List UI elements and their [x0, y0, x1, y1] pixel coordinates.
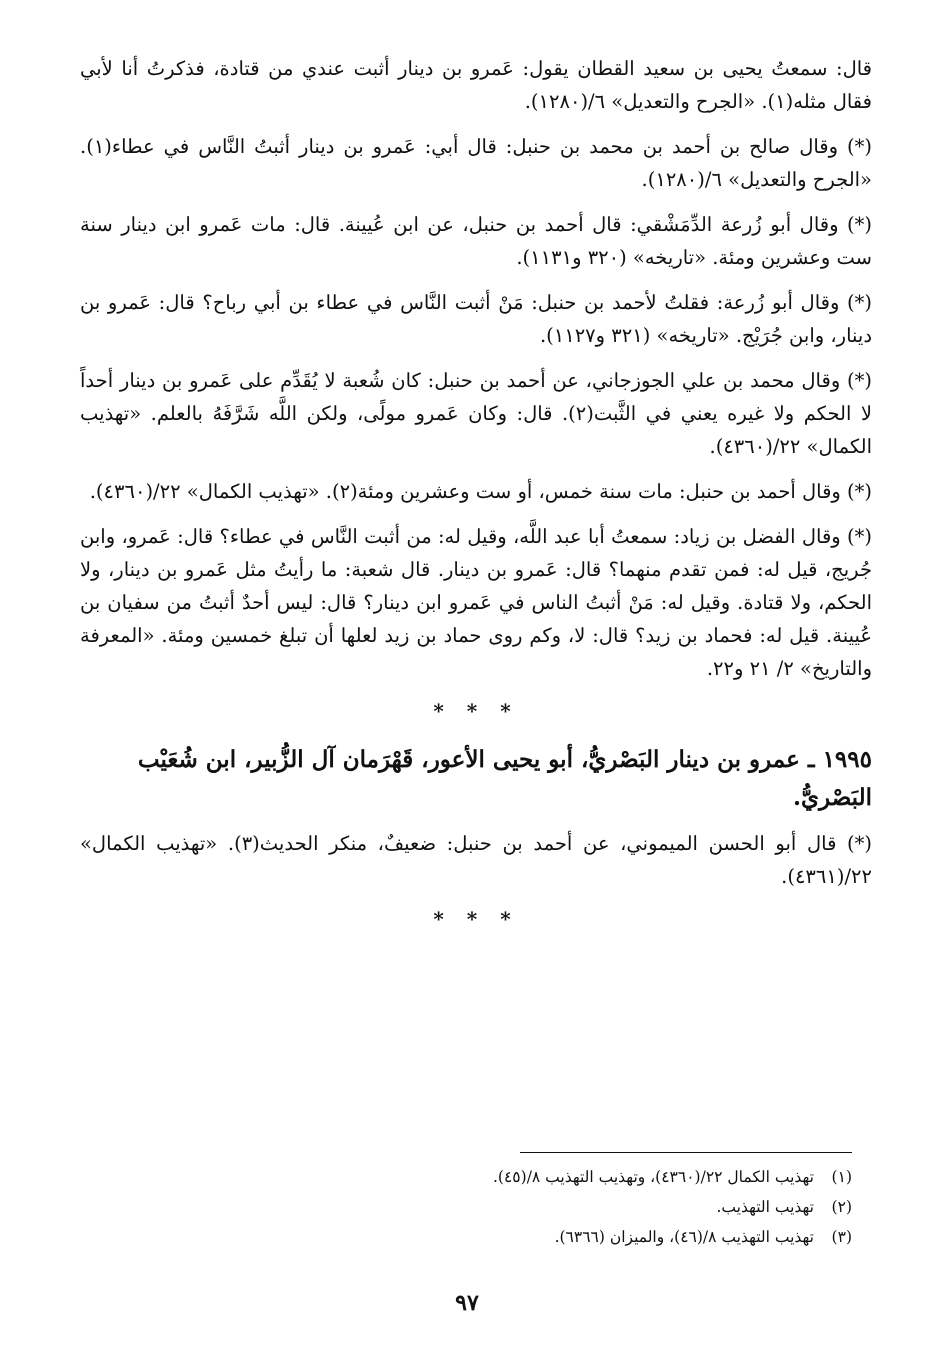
- footnote-text: تهذيب التهذيب.: [716, 1198, 814, 1216]
- footnote-number: (٣): [831, 1228, 852, 1246]
- section-separator-2: * * *: [433, 907, 519, 931]
- footnote-text: تهذيب التهذيب ٨/(٤٦)، والميزان (٦٣٦٦).: [554, 1228, 814, 1246]
- section-separator: * * *: [433, 699, 519, 723]
- paragraph-6: (*) وقال أحمد بن حنبل: مات سنة خمس، أو ست وعشرين ومئة(٢). «تهذيب الكمال» ٢٢/(٤٣٦٠).: [89, 480, 872, 503]
- paragraph-1: قال: سمعتُ يحيى بن سعيد القطان يقول: عَمرو بن دينار أثبت عندي من قتادة، فذكرتُ أنا لأبي فقال مثله(١). «الجرح والتعديل» ٦/(١٢٨٠).: [80, 57, 872, 113]
- footnote-number: (١): [831, 1168, 852, 1186]
- footnote-3: [80, 1222, 852, 1252]
- entry-title: ١٩٩٥ ـ عمرو بن دينار البَصْريُّ، أبو يحيى الأعور، قَهْرَمان آل الزُّبير، ابن شُعَيْب البَصْريُّ.: [137, 746, 872, 811]
- footnote-divider: [520, 1152, 852, 1153]
- footnotes: [80, 1162, 852, 1252]
- paragraph-7: (*) وقال الفضل بن زياد: سمعتُ أبا عبد اللَّه، وقيل له: من أثبت النَّاس في عطاء؟ قال: عَمرو، وابن جُريج، قيل له: فمن تقدم منهما؟ قال: عَمرو بن دينار. قال شعبة: ما رأيتُ مثل عَمرو بن دينار، ولا الحكم، ولا قتادة. وقيل له: مَنْ أثبتُ الناس في عَمرو ابن دينار؟ قال: ليس أحدٌ أثبتُ من سفيان بن عُيينة. قيل له: فحماد بن زيد؟ قال: لا، وكم روى حماد بن زيد لعلها أن تبلغ خمسين ومئة. «المعرفة والتاريخ» ٢/ ٢١ و٢٢.: [80, 525, 872, 680]
- page-number: ٩٧: [455, 1290, 479, 1316]
- paragraph-4: (*) وقال أبو زُرعة: فقلتُ لأحمد بن حنبل: مَنْ أثبت النَّاس في عطاء بن أبي رباح؟ قال: عَمرو بن دينار، وابن جُرَيْج. «تاريخه» (٣٢١ و١١٢٧).: [80, 291, 872, 347]
- paragraph-5: (*) وقال محمد بن علي الجوزجاني، عن أحمد بن حنبل: كان شُعبة لا يُقَدِّم على عَمرو بن دينار أحداً لا الحكم ولا غيره يعني في الثَّبت(٢). قال: وكان عَمرو مولًى، ولكن اللَّه شَرَّفَهُ بالعلم. «تهذيب الكمال» ٢٢/(٤٣٦٠).: [80, 369, 872, 458]
- entry-paragraph: (*) قال أبو الحسن الميموني، عن أحمد بن حنبل: ضعيفٌ، منكر الحديث(٣). «تهذيب الكمال» ٢٢/(٤٣٦١).: [80, 832, 872, 888]
- footnote-2: [80, 1192, 852, 1222]
- paragraph-2: (*) وقال صالح بن أحمد بن محمد بن حنبل: قال أبي: عَمرو بن دينار أثبتُ النَّاس في عطاء(١). «الجرح والتعديل» ٦/(١٢٨٠).: [80, 135, 872, 191]
- footnote-number: (٢): [831, 1198, 852, 1216]
- page-body: [80, 52, 872, 949]
- footnote-text: تهذيب الكمال ٢٢/(٤٣٦٠)، وتهذيب التهذيب ٨/(٤٥).: [493, 1168, 814, 1186]
- footnote-1: [80, 1162, 852, 1192]
- paragraph-3: (*) وقال أبو زُرعة الدِّمَشْقي: قال أحمد بن حنبل، عن ابن عُيينة. قال: مات عَمرو ابن دينار سنة ست وعشرين ومئة. «تاريخه» (٣٢٠ و١١٣١).: [80, 213, 872, 269]
